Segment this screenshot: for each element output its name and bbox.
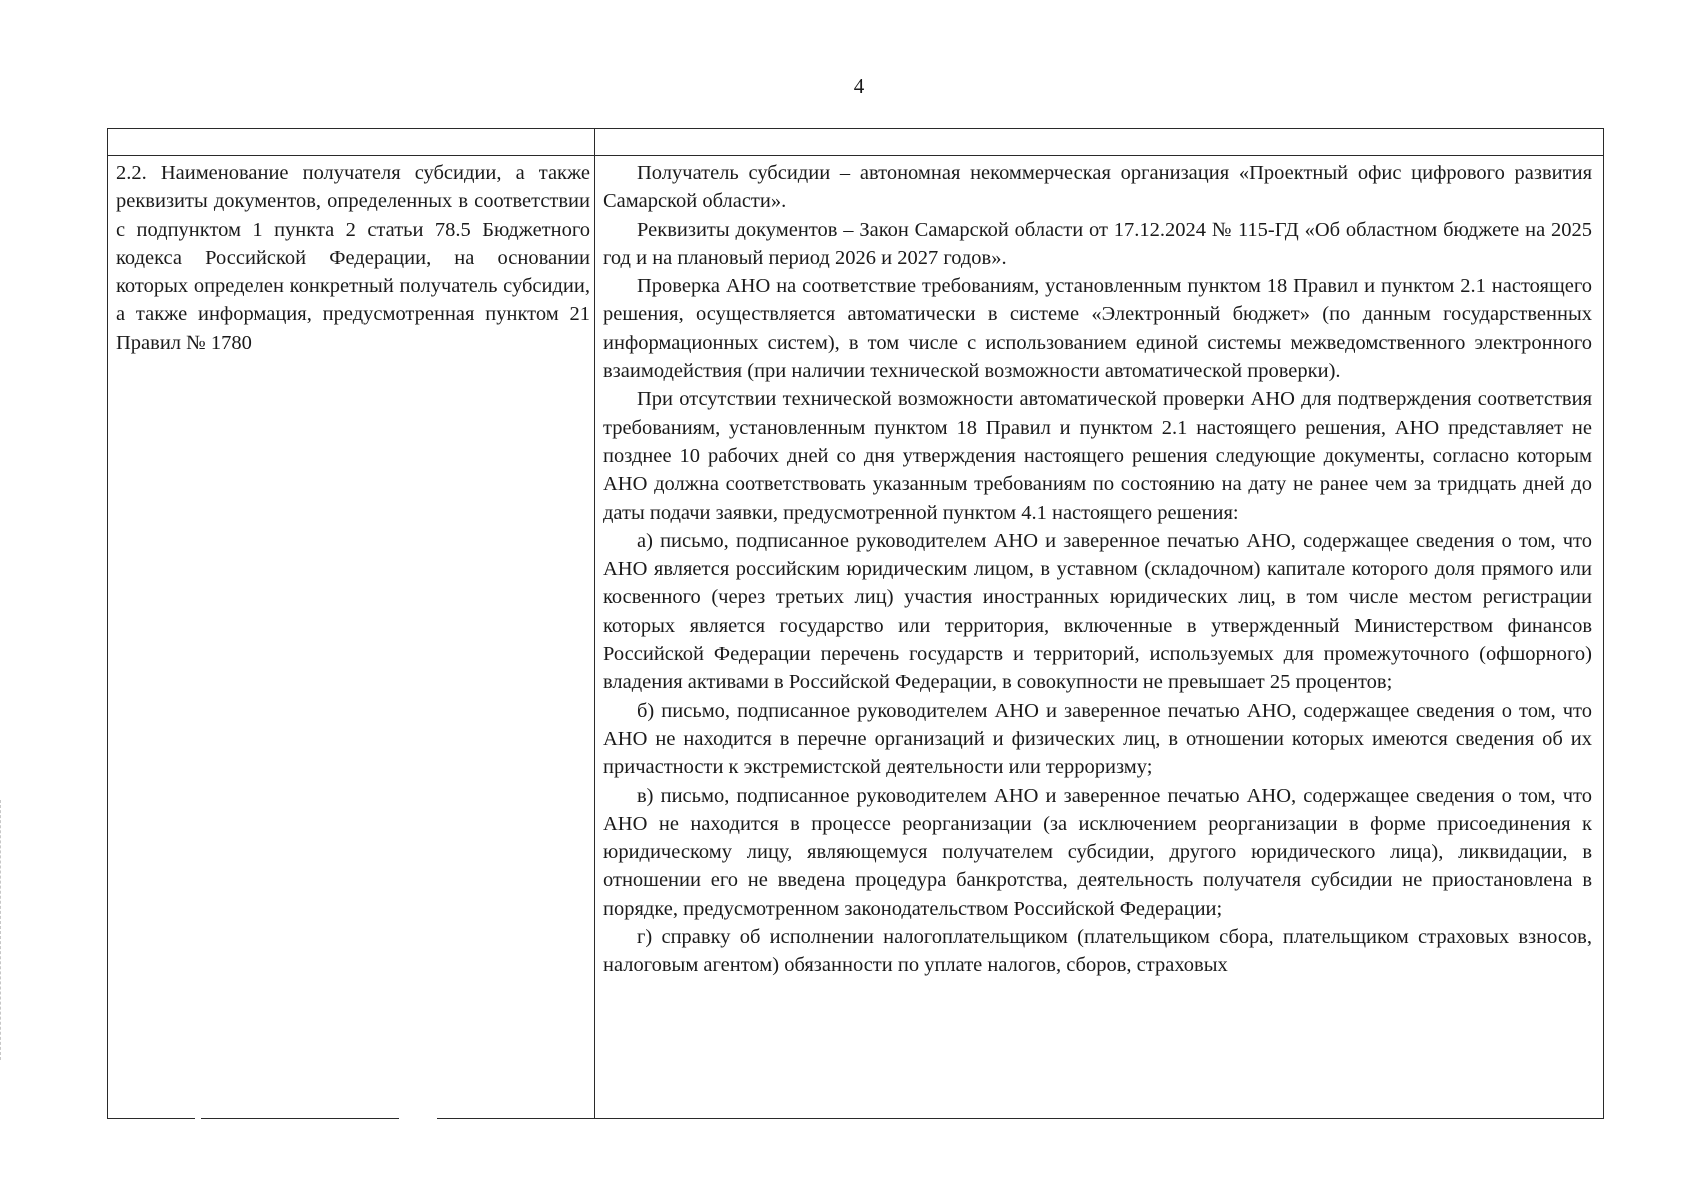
table-bottom-border-left	[107, 1118, 195, 1119]
table-bottom-border-right	[437, 1118, 1604, 1119]
scan-edge-mark	[0, 800, 1, 1060]
paragraph-item-v: в) письмо, подписанное руководителем АНО и заверенное печатью АНО, содержащее сведения о том, что АНО не находится в процессе реорганизации (за исключением реорганизации в форме присоединения к юридическому лицу, являющемуся получателем субсидии, другого юридического лица), ликвидации, в отношении его не введена процедура банкротства, деятельность получателя субсидии не приостановлена в порядке, предусмотренном законодательством Российской Федерации;	[603, 784, 1592, 920]
paragraph-item-a: а) письмо, подписанное руководителем АНО и заверенное печатью АНО, содержащее сведения о том, что АНО является российским юридическим лицом, в уставном (складочном) капитале которого доля прямого или косвенного (через третьих лиц) участия иностранных юридических лиц, в том числе местом регистрации которых является государство или территория, включенные в утвержденный Министерством финансов Российской Федерации перечень государств и территорий, используемых для промежуточного (офшорного) владения активами в Российской Федерации, в совокупности не превышает 25 процентов;	[603, 529, 1592, 694]
table-right-border	[1603, 128, 1604, 1119]
paragraph-automatic-check: Проверка АНО на соответствие требованиям, установленным пунктом 18 Правил и пунктом 2.1 настоящего решения, осуществляется автоматически в системе «Электронный бюджет» (по данным государственных информационных систем), в том числе с использованием единой системы межведомственного электронного взаимодействия (при наличии технической возможности автоматической проверки).	[603, 275, 1592, 383]
document-table	[107, 128, 1604, 1119]
paragraph-document-details: Реквизиты документов – Закон Самарской области от 17.12.2024 № 115-ГД «Об областном бюджете на 2025 год и на плановый период 2026 и 2027 годов».	[603, 218, 1592, 269]
table-column-divider	[594, 128, 595, 1119]
table-bottom-border-mid	[201, 1118, 399, 1119]
row-label-text: 2.2. Наименование получателя субсидии, а также реквизиты документов, определенных в соответствии с подпунктом 1 пункта 2 статьи 78.5 Бюджетного кодекса Российской Федерации, на основании которых определен конкретный получатель субсидии, а также информация, предусмотренная пунктом 21 Правил № 1780	[116, 162, 590, 354]
table-left-border	[107, 128, 108, 1119]
table-header-divider	[107, 155, 1604, 156]
paragraph-item-g: г) справку об исполнении налогоплательщиком (плательщиком сбора, плательщиком страховых взносов, налоговым агентом) обязанности по уплате налогов, сборов, страховых	[603, 926, 1592, 977]
paragraph-recipient: Получатель субсидии – автономная некоммерческая организация «Проектный офис цифрового развития Самарской области».	[603, 162, 1592, 213]
paragraph-manual-documents: При отсутствии технической возможности автоматической проверки АНО для подтверждения соответствия требованиям, установленным пунктом 18 Правил и пунктом 2.1 настоящего решения, АНО представляет не позднее 10 рабочих дней со дня утверждения настоящего решения следующие документы, согласно которым АНО должна соответствовать указанным требованиям по состоянию на дату не ранее чем за тридцать дней до даты подачи заявки, предусмотренной пунктом 4.1 настоящего решения:	[603, 388, 1592, 524]
table-top-border	[107, 128, 1604, 129]
table-cell-label	[116, 159, 590, 357]
table-cell-content	[603, 159, 1592, 980]
paragraph-item-b: б) письмо, подписанное руководителем АНО и заверенное печатью АНО, содержащее сведения о том, что АНО не находится в перечне организаций и физических лиц, в отношении которых имеются сведения об их причастности к экстремистской деятельности или терроризму;	[603, 699, 1592, 779]
page-number: 4	[853, 74, 865, 98]
